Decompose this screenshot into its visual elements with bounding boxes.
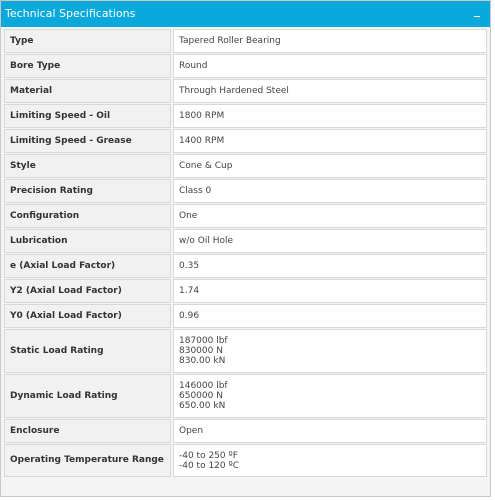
spec-value-line: 830.00 kN (179, 356, 226, 366)
spec-value (173, 374, 487, 418)
table-row (4, 254, 487, 278)
spec-label: Static Load Rating (4, 329, 171, 373)
spec-label: e (Axial Load Factor) (4, 254, 171, 278)
spec-value-line: 1.74 (179, 286, 200, 296)
spec-label: Configuration (4, 204, 171, 228)
spec-value-line: 830000 N (179, 346, 223, 356)
spec-value-lines (179, 261, 199, 271)
table-row (4, 129, 487, 153)
spec-value (173, 329, 487, 373)
spec-value-lines (179, 426, 203, 436)
specifications-table (4, 29, 487, 478)
spec-value-lines (179, 61, 207, 71)
spec-value-lines (179, 336, 228, 366)
spec-value-lines (179, 111, 224, 121)
table-row (4, 444, 487, 477)
table-row (4, 29, 487, 53)
table-row (4, 79, 487, 103)
spec-value-lines (179, 451, 239, 471)
spec-label: Type (4, 29, 171, 53)
table-row (4, 374, 487, 418)
panel-title: Technical Specifications (5, 7, 136, 20)
spec-value-line: 1400 RPM (179, 136, 225, 146)
spec-value-line: One (179, 211, 198, 221)
spec-value-line: 0.35 (179, 261, 200, 271)
spec-value-line: 650.00 kN (179, 401, 226, 411)
spec-label: Y0 (Axial Load Factor) (4, 304, 171, 328)
spec-label: Limiting Speed - Grease (4, 129, 171, 153)
panel-header[interactable] (1, 1, 490, 27)
table-row (4, 204, 487, 228)
spec-value-line: Open (179, 426, 204, 436)
table-row (4, 419, 487, 443)
spec-label: Enclosure (4, 419, 171, 443)
spec-value-lines (179, 86, 289, 96)
spec-value (173, 154, 487, 178)
spec-value (173, 129, 487, 153)
spec-label: Dynamic Load Rating (4, 374, 171, 418)
table-row (4, 104, 487, 128)
spec-value-line: Round (179, 61, 208, 71)
spec-value (173, 179, 487, 203)
spec-label: Operating Temperature Range (4, 444, 171, 477)
spec-value-line: 650000 N (179, 391, 223, 401)
spec-value-line: -40 to 250 ºF (179, 450, 238, 461)
spec-value-line: w/o Oil Hole (179, 236, 234, 246)
spec-value-line: 0.96 (179, 311, 200, 321)
spec-value-line: 146000 lbf (179, 381, 228, 391)
table-row (4, 329, 487, 373)
spec-value-line: 1800 RPM (179, 111, 225, 121)
spec-label: Material (4, 79, 171, 103)
spec-value-lines (179, 311, 199, 321)
spec-value-lines (179, 236, 233, 246)
table-row (4, 229, 487, 253)
spec-value-line: Class 0 (179, 186, 212, 196)
spec-value-line: 187000 lbf (179, 336, 228, 346)
spec-value (173, 204, 487, 228)
spec-value (173, 444, 487, 477)
spec-value-lines (179, 286, 199, 296)
spec-label: Style (4, 154, 171, 178)
spec-label: Y2 (Axial Load Factor) (4, 279, 171, 303)
spec-value (173, 419, 487, 443)
spec-label: Bore Type (4, 54, 171, 78)
minus-icon[interactable] (472, 7, 482, 19)
spec-value-line: Tapered Roller Bearing (179, 36, 281, 46)
spec-value (173, 29, 487, 53)
spec-value (173, 279, 487, 303)
spec-value-line: Through Hardened Steel (179, 86, 289, 96)
spec-value (173, 229, 487, 253)
table-row (4, 54, 487, 78)
spec-value-lines (179, 161, 232, 171)
spec-value-line: -40 to 120 ºC (179, 460, 240, 471)
spec-value (173, 254, 487, 278)
spec-value-lines (179, 381, 228, 411)
spec-label: Lubrication (4, 229, 171, 253)
spec-label: Limiting Speed - Oil (4, 104, 171, 128)
table-row (4, 154, 487, 178)
spec-value (173, 54, 487, 78)
table-row (4, 304, 487, 328)
spec-value-lines (179, 211, 197, 221)
spec-value-line: Cone & Cup (179, 161, 233, 171)
table-row (4, 179, 487, 203)
spec-value-lines (179, 186, 211, 196)
table-row (4, 279, 487, 303)
spec-label: Precision Rating (4, 179, 171, 203)
spec-value (173, 304, 487, 328)
spec-value (173, 104, 487, 128)
spec-value-lines (179, 136, 224, 146)
spec-value (173, 79, 487, 103)
spec-value-lines (179, 36, 281, 46)
